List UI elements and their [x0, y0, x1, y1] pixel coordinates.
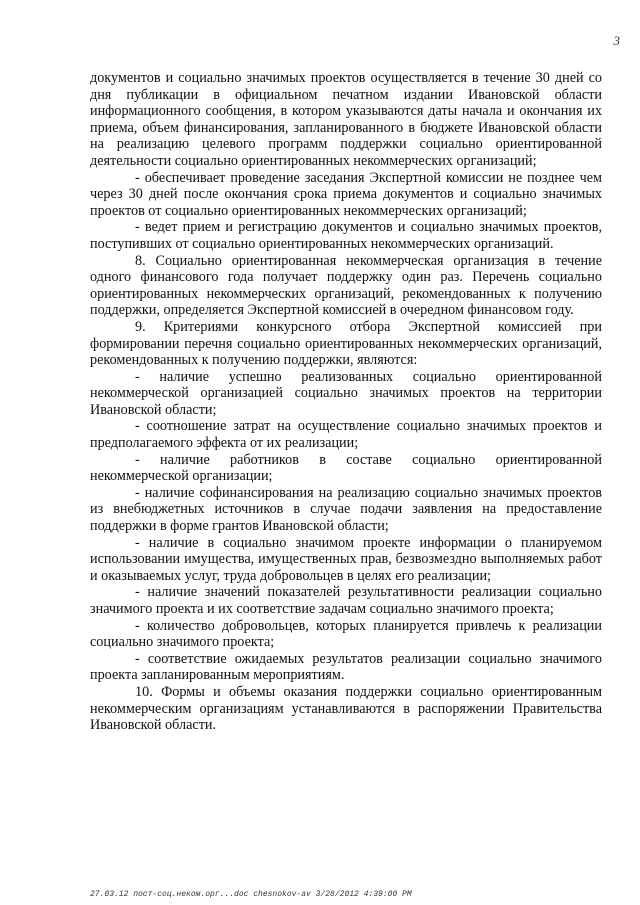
- document-body: [90, 70, 602, 734]
- paragraph-continuation: документов и социально значимых проектов осуществляется в течение 30 дней со дня публикации в официальном печатном издании Ивановской области информационного сообщения, в котором указываются даты начала и окончания их приема, объем финансирования, запланированного в бюджете Ивановской области на реализацию целевого программ поддержки социально ориентированной деятельности социально ориентированных некоммерческих организаций;: [90, 70, 602, 169]
- file-footer: 27.03.12 пост-соц.неком.орг...doc chesnokov-av 3/28/2012 4:39:00 PM: [90, 890, 412, 899]
- page-number: 3: [613, 33, 620, 48]
- paragraph-bullet: - наличие софинансирования на реализацию социально значимых проектов из внебюджетных источников в случае подачи заявления на предоставление поддержки в форме грантов Ивановской области;: [90, 484, 602, 535]
- paragraph-bullet: - количество добровольцев, которых планируется привлечь к реализации социально значимого проекта;: [90, 617, 602, 651]
- paragraph-bullet: - наличие работников в составе социально ориентированной некоммерческой организации;: [90, 451, 602, 485]
- paragraph-clause-10: 10. Формы и объемы оказания поддержки социально ориентированным некоммерческим организациям устанавливаются в распоряжении Правительства Ивановской области.: [90, 683, 602, 734]
- paragraph-bullet: - соотношение затрат на осуществление социально значимых проектов и предполагаемого эффекта от их реализации;: [90, 418, 602, 452]
- paragraph-bullet: - наличие в социально значимом проекте информации о планируемом использовании имущества, имущественных прав, безвозмездно выполняемых работ и оказываемых услуг, труда добровольцев в целях его реализации;: [90, 534, 602, 584]
- paragraph-bullet: - наличие успешно реализованных социально ориентированной некоммерческой организацией социально значимых проектов на территории Ивановской области;: [90, 368, 602, 418]
- paragraph-clause-9: 9. Критериями конкурсного отбора Экспертной комиссией при формировании перечня социально ориентированных некоммерческих организаций, рекомендованных к получению поддержки, являются:: [90, 318, 602, 369]
- paragraph-clause-8: 8. Социально ориентированная некоммерческая организация в течение одного финансового года получает поддержку один раз. Перечень социально ориентированных некоммерческих организаций, рекомендованных к получению поддержки, определяется Экспертной комиссией в очередном финансовом году.: [90, 252, 602, 319]
- paragraph-bullet: - соответствие ожидаемых результатов реализации социально значимого проекта запланированным мероприятиям.: [90, 650, 602, 684]
- paragraph-bullet: - ведет прием и регистрацию документов и социально значимых проектов, поступивших от социально ориентированных некоммерческих организаций.: [90, 219, 602, 252]
- paragraph-bullet: - наличие значений показателей результативности реализации социально значимого проекта и их соответствие задачам социально значимого проекта;: [90, 584, 602, 617]
- paragraph-bullet: - обеспечивает проведение заседания Экспертной комиссии не позднее чем через 30 дней после окончания срока приема документов и социально значимых проектов от социально ориентированных некоммерческих организаций;: [90, 169, 602, 219]
